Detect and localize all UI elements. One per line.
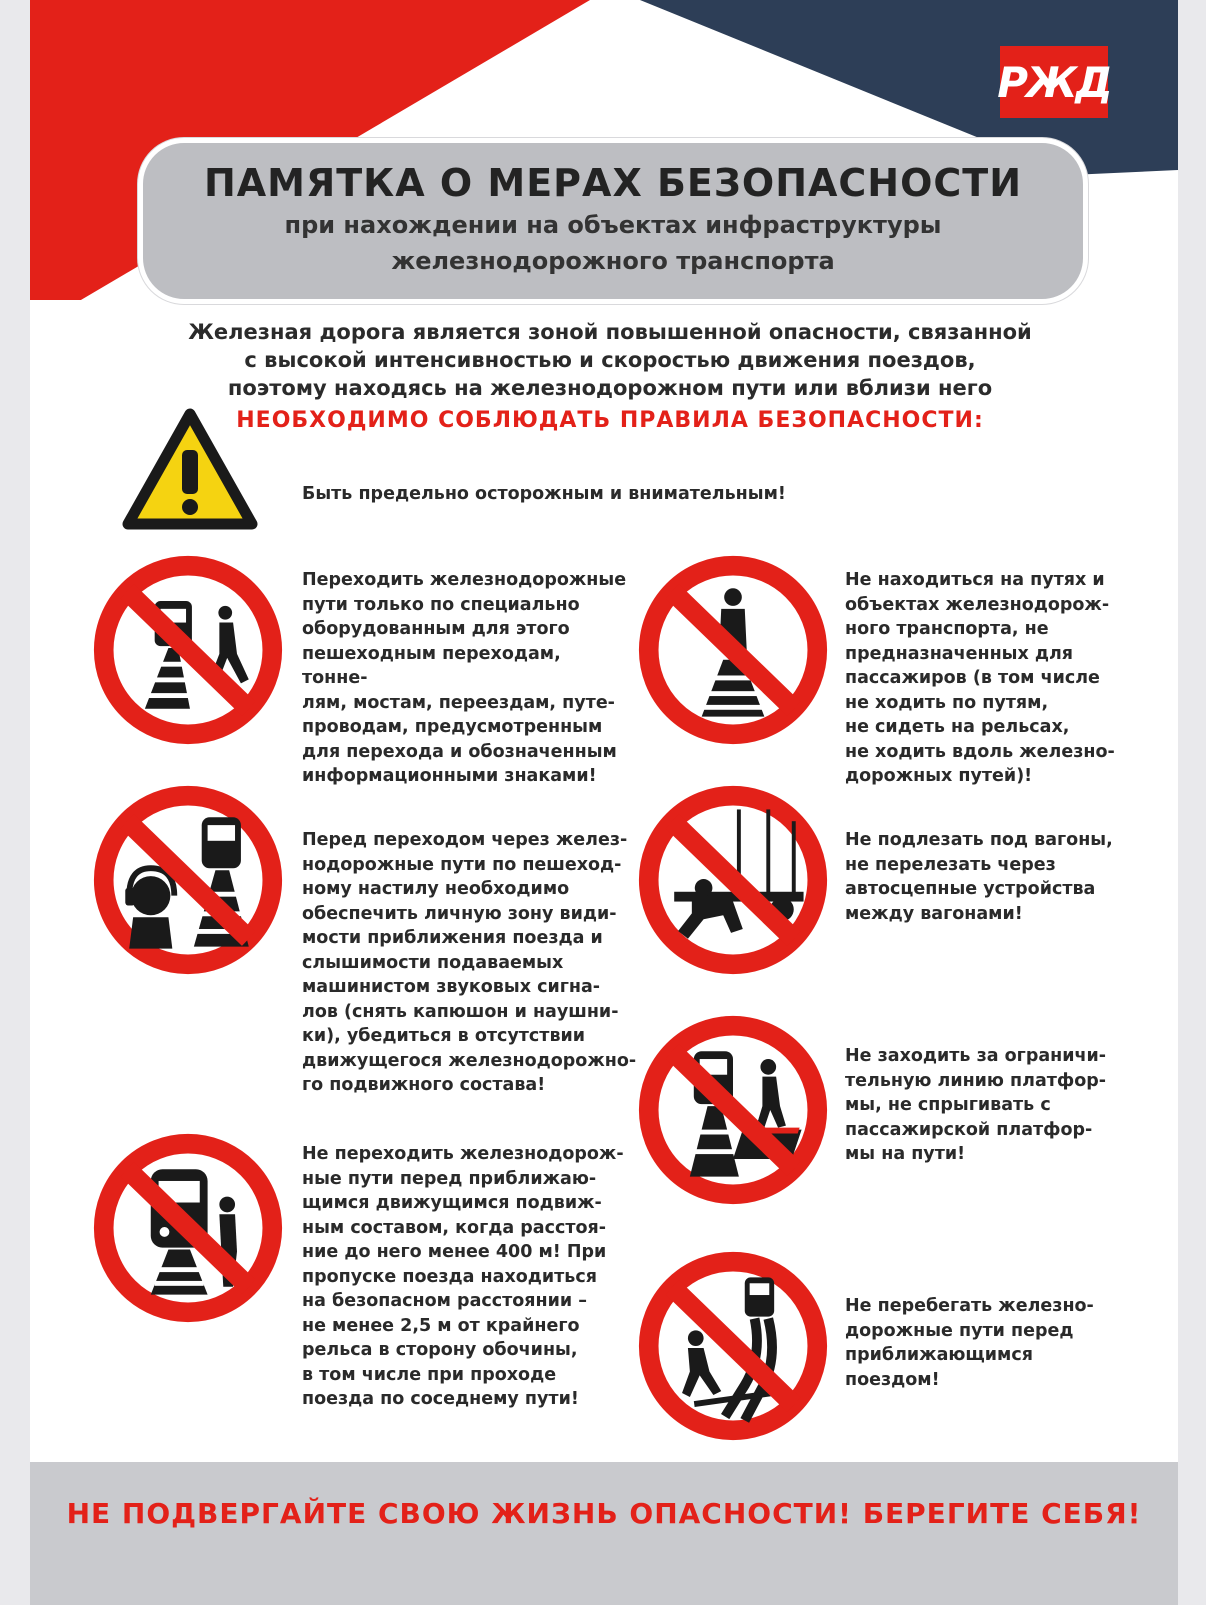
page-subtitle-line2: железнодорожного транспорта [391, 247, 835, 275]
rule-visibility: Перед переходом через желез- нодорожные пути по пешеход- ному настилу необходимо обеспечить личную зону види- мости приближения поезда и слышимости подаваемых машинистом звуковых сигна- лов (снять капюшон и наушни- ки), убедиться в отсутствии движущегося железнодорожно- го подвижного состава! [302, 830, 637, 1095]
warning-triangle-icon [122, 408, 258, 532]
rule-caution: Быть предельно осторожным и внимательным! [302, 484, 786, 504]
intro-emphasis: НЕОБХОДИМО СОБЛЮДАТЬ ПРАВИЛА БЕЗОПАСНОСТИ: [236, 408, 984, 433]
no-standing-on-tracks-icon [635, 552, 831, 748]
rule-running: Не перебегать железно- дорожные пути перед приближающимся поездом! [845, 1296, 1094, 1390]
no-crawling-under-wagons-icon [635, 782, 831, 978]
rule-wagons: Не подлезать под вагоны, не перелезать через автосцепные устройства между вагонами! [845, 830, 1113, 924]
rule-crossing: Переходить железнодорожные пути только по специально оборудованным для этого пешеходным переходам, тонне- лям, мостам, переездам, путе- проводам, предусмотренным для перехода и обозначенным информационными знаками! [302, 570, 627, 786]
no-platform-edge-icon [635, 1012, 831, 1208]
no-crossing-before-train-icon [90, 1130, 286, 1326]
title-box [138, 138, 1088, 304]
rule-distance: Не переходить железнодорож- ные пути перед приближаю- щимся движущимся подвиж- ным составом, когда расстоя- ние до него менее 400 м! При пропуске поезда находиться на безопасном расстоянии – не менее 2,5 м от крайнего рельса в сторону обочины, в том числе при проходе поезда по соседнему пути! [302, 1144, 624, 1409]
page-title: ПАМЯТКА О МЕРАХ БЕЗОПАСНОСТИ [203, 161, 1023, 205]
no-running-across-tracks-icon [635, 1248, 831, 1444]
rule-tracks: Не находиться на путях и объектах железнодорож- ного транспорта, не предназначенных для пассажиров (в том числе не ходить по путям, не сидеть на рельсах, не ходить вдоль железно- дорожных путей)! [845, 570, 1115, 786]
intro-text [110, 318, 1110, 402]
rule-platform: Не заходить за ограничи- тельную линию платфор- мы, не спрыгивать с пассажирской платфор- мы на пути! [845, 1046, 1107, 1164]
safety-poster [30, 0, 1178, 1605]
intro-line1: Железная дорога является зоной повышенной опасности, связанной [188, 320, 1032, 344]
footer-warning: НЕ ПОДВЕРГАЙТЕ СВОЮ ЖИЗНЬ ОПАСНОСТИ! БЕРЕГИТЕ СЕБЯ! [66, 1497, 1142, 1530]
no-headphones-icon [90, 782, 286, 978]
intro-line2: с высокой интенсивностью и скоростью движения поездов, [244, 348, 976, 372]
footer-band [30, 1462, 1178, 1605]
page-subtitle-line1: при нахождении на объектах инфраструктуры [284, 211, 942, 239]
rzd-logo: РЖД [1000, 46, 1108, 118]
no-crossing-tracks-icon [90, 552, 286, 748]
intro-line3: поэтому находясь на железнодорожном пути или вблизи него [227, 376, 993, 400]
